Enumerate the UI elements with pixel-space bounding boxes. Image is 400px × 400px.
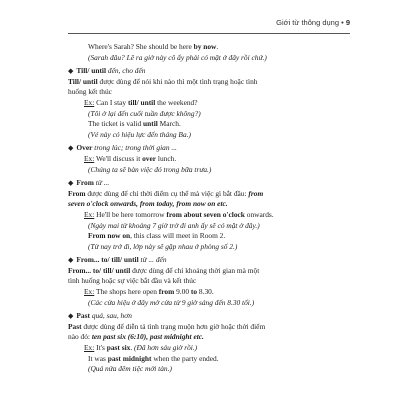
header-rule: [68, 33, 350, 34]
section-heading-over: ◆ Over trong lúc; trong thời gian ...: [68, 143, 177, 153]
from-till-translation: (Các cửa hiệu ở đây mở cửa từ 9 giờ sáng đến 8.30 tối.): [88, 297, 255, 307]
diamond-bullet-icon: ◆: [68, 256, 74, 265]
from-example-2: From now on, this class will meet in Room 2.: [88, 231, 226, 241]
over-example: Ex: We'll discuss it over lunch.: [84, 153, 177, 163]
till-translation-1: (Tôi ở lại đến cuối tuần được không?): [88, 108, 201, 118]
past-example-2: It was past midnight when the party ended.: [88, 353, 219, 363]
diamond-bullet-icon: ◆: [68, 67, 74, 76]
till-description-2: huống kết thúc: [68, 87, 112, 97]
diamond-bullet-icon: ◆: [68, 144, 74, 153]
till-description: Till/ until được dùng để nói khi nào thì một tình trạng hoặc tình: [68, 76, 258, 86]
till-translation-2: (Vé này có hiệu lực đến tháng Ba.): [88, 129, 191, 139]
intro-example: Where's Sarah? She should be here by now.: [88, 42, 219, 51]
from-description-2: seven o'clock onwards, from today, from now on etc.: [68, 199, 228, 209]
over-translation: (Chúng ta sẽ bàn việc đó trong bữa trưa.): [88, 164, 212, 174]
from-till-example: Ex: The shops here open from 9.00 to 8.30.: [84, 287, 214, 297]
till-example-2: The ticket is valid until March.: [88, 119, 181, 129]
past-example-1: Ex: It's past six. (Đã hơn sáu giờ rồi.): [84, 343, 198, 353]
bullet-icon: •: [341, 18, 346, 27]
header-title: Giới từ thông dụng: [276, 18, 340, 27]
page-content: [68, 42, 350, 375]
section-heading-from-till: ◆ From... to/ till/ until từ ... đến: [68, 255, 167, 265]
from-description: From được dùng để chỉ thời điểm cụ thể mà việc gì bắt đầu: from: [68, 188, 264, 198]
past-translation-2: (Quá nửa đêm tiệc mới tàn.): [88, 364, 172, 374]
from-till-description: From... to/ till/ until được dùng để chỉ khoảng thời gian mà một: [68, 265, 260, 275]
diamond-bullet-icon: ◆: [68, 312, 74, 321]
diamond-bullet-icon: ◆: [68, 179, 74, 188]
section-heading-from: ◆ From từ ...: [68, 178, 110, 188]
intro-translation: (Sarah đâu? Lẽ ra giờ này cô ấy phải có mặt ở đây rồi chứ.): [88, 52, 267, 62]
section-heading-till: ◆ Till/ until đến, cho đến: [68, 66, 146, 76]
from-translation-2: (Từ nay trở đi, lớp này sẽ gặp nhau ở phòng số 2.): [88, 241, 238, 251]
from-translation-1: (Ngày mai từ khoảng 7 giờ trở đi anh ấy sẽ có mặt ở đây.): [88, 220, 260, 230]
past-description: Past được dùng để diễn tả tình trạng muộn hơn giờ hoặc thời điểm: [68, 321, 266, 331]
till-example-1: Ex: Can I stay till/ until the weekend?: [84, 97, 198, 107]
from-example-1: Ex: He'll be here tomorrow from about seven o'clock onwards.: [84, 209, 274, 219]
section-heading-past: ◆ Past quá, sau, hơn: [68, 311, 132, 321]
past-description-2: nào đó: ten past six (6:10), past midnight etc.: [68, 332, 204, 342]
page-header: [276, 18, 350, 27]
from-till-description-2: tình huống hoặc sự việc bắt đầu và kết thúc: [68, 276, 197, 286]
page-number: 9: [345, 18, 350, 27]
